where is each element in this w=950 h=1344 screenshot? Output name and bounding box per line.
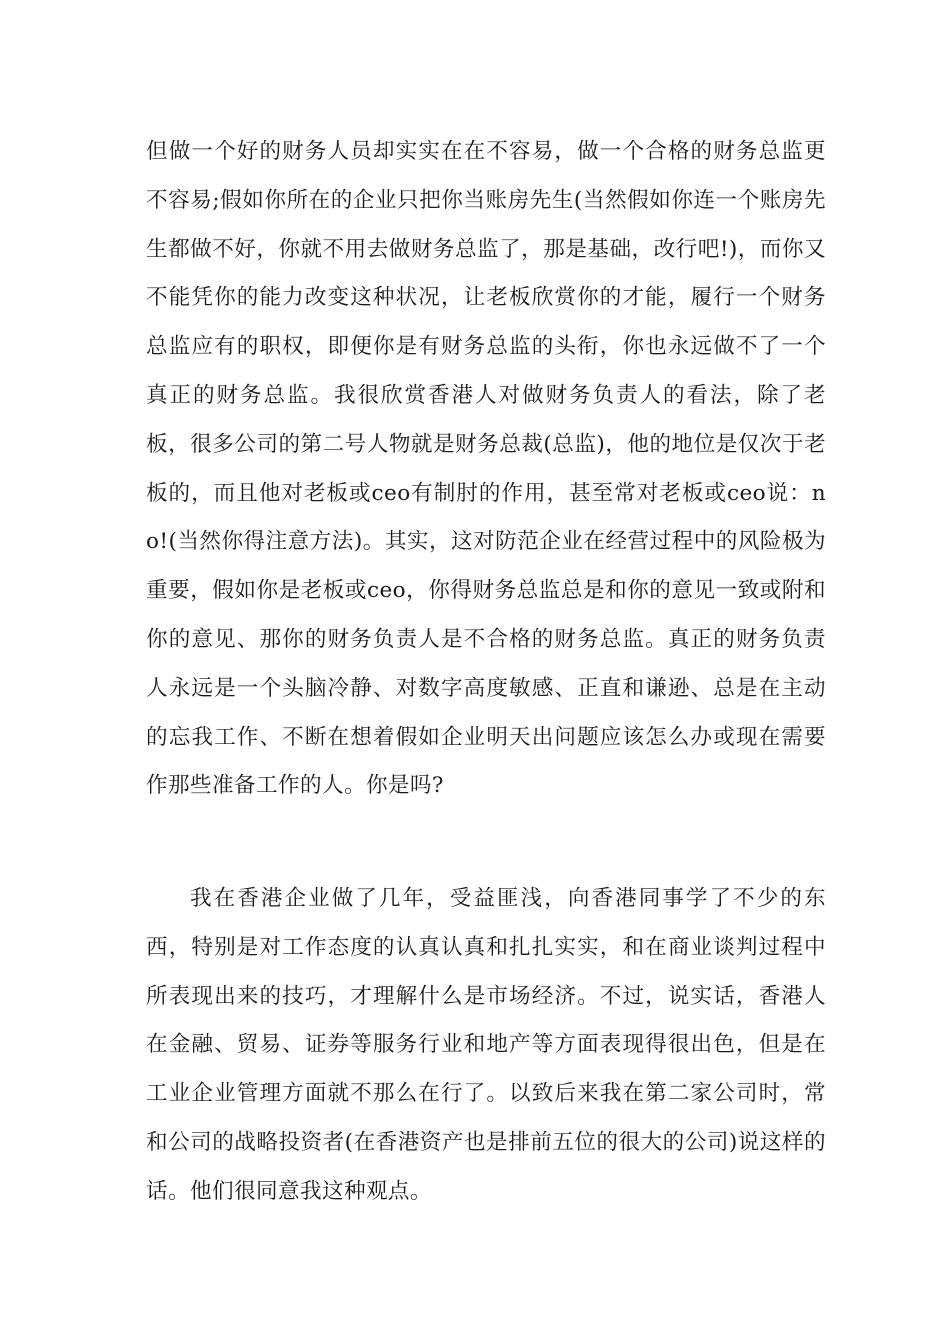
paragraph-1: 但做一个好的财务人员却实实在在不容易，做一个合格的财务总监更不容易;假如你所在的企业只把你当账房先生(当然假如你连一个账房先生都做不好，你就不用去做财务总监了，那是基础，改行吧!)，而你又不能凭你的能力改变这种状况，让老板欣赏你的才能，履行一个财务总监应有的职权，即便你是有财务总监的头衔，你也永远做不了一个真正的财务总监。我很欣赏香港人对做财务负责人的看法，除了老板，很多公司的第二号人物就是财务总裁(总监)，他的地位是仅次于老板的，而且他对老板或ceo有制肘的作用，甚至常对老板或ceo说：no!(当然你得注意方法)。其实，这对防范企业在经营过程中的风险极为重要，假如你是老板或ceo，你得财务总监总是和你的意见一致或附和你的意见、那你的财务负责人是不合格的财务总监。真正的财务负责人永远是一个头脑冷静、对数字高度敏感、正直和谦逊、总是在主动的忘我工作、不断在想着假如企业明天出问题应该怎么办或现在需要作那些准备工作的人。你是吗?: [146, 139, 826, 799]
paragraph-2: 我在香港企业做了几年，受益匪浅，向香港同事学了不少的东西，特别是对工作态度的认真认真和扎扎实实，和在商业谈判过程中所表现出来的技巧，才理解什么是市场经济。不过，说实话，香港人在金融、贸易、证券等服务行业和地产等方面表现得很出色，但是在工业企业管理方面就不那么在行了。以致后来我在第二家公司时，常和公司的战略投资者(在香港资产也是排前五位的很大的公司)说这样的话。他们很同意我这种观点。: [146, 886, 826, 1204]
